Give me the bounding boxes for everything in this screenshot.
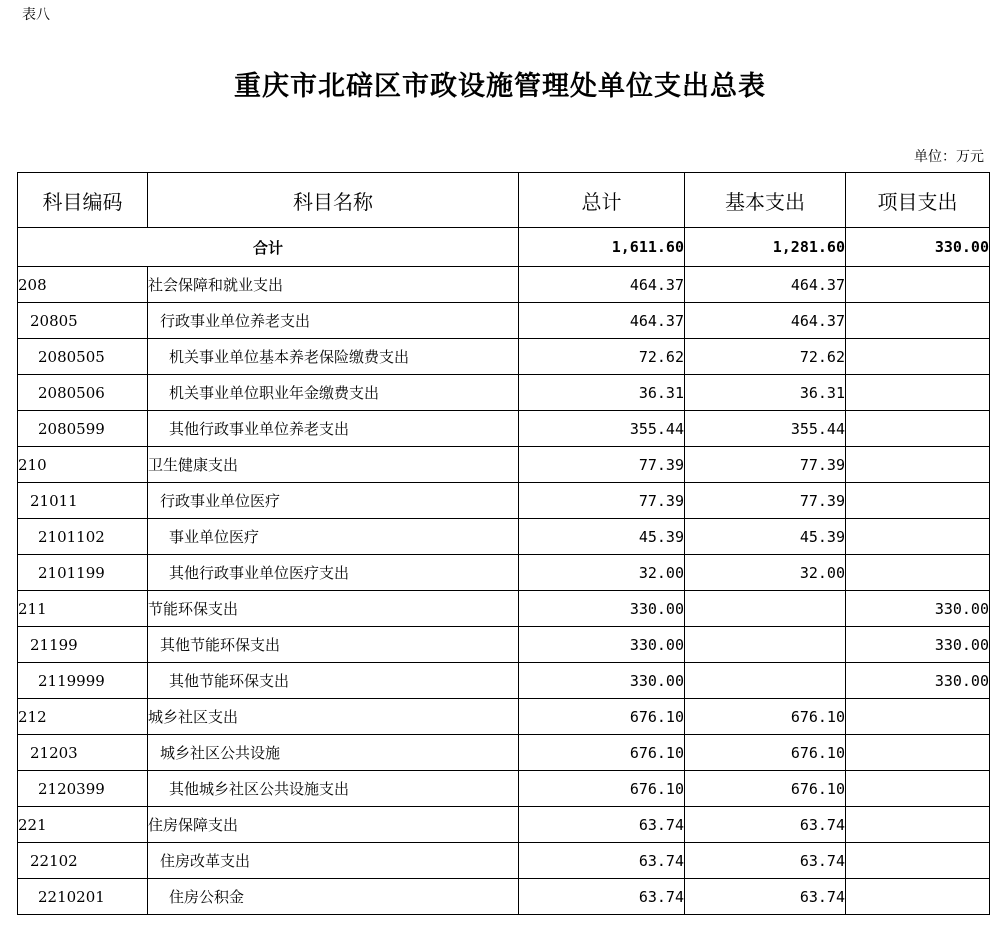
subject-name-cell: 住房公积金	[148, 879, 519, 915]
total-amount-cell: 464.37	[519, 303, 685, 339]
project-amount-cell	[846, 519, 990, 555]
basic-amount-cell	[685, 663, 846, 699]
project-amount-cell	[846, 555, 990, 591]
subject-code-cell: 2210201	[18, 879, 148, 915]
project-amount-cell: 330.00	[846, 591, 990, 627]
basic-amount-cell: 45.39	[685, 519, 846, 555]
total-amount-cell: 77.39	[519, 483, 685, 519]
subject-name-cell: 其他节能环保支出	[148, 627, 519, 663]
total-amount-cell: 355.44	[519, 411, 685, 447]
header-row	[18, 173, 990, 228]
basic-amount-cell: 77.39	[685, 447, 846, 483]
subject-code-cell: 2101102	[18, 519, 148, 555]
expenditure-table	[17, 172, 990, 915]
subject-code-cell: 22102	[18, 843, 148, 879]
subject-name-cell: 卫生健康支出	[148, 447, 519, 483]
unit-note: 单位：万元	[914, 149, 984, 165]
project-amount-cell	[846, 375, 990, 411]
basic-amount-cell: 77.39	[685, 483, 846, 519]
total-amount-cell: 36.31	[519, 375, 685, 411]
total-amount-cell: 45.39	[519, 519, 685, 555]
table-row	[18, 627, 990, 663]
table-row	[18, 735, 990, 771]
basic-amount-cell: 464.37	[685, 267, 846, 303]
subject-code-cell: 212	[18, 699, 148, 735]
project-amount-cell	[846, 267, 990, 303]
subject-code-cell: 2080599	[18, 411, 148, 447]
basic-amount-cell: 63.74	[685, 807, 846, 843]
table-row	[18, 807, 990, 843]
subject-name-cell: 住房保障支出	[148, 807, 519, 843]
header-project: 项目支出	[846, 173, 990, 228]
project-amount-cell	[846, 699, 990, 735]
subject-code-cell: 21203	[18, 735, 148, 771]
subject-code-cell: 2101199	[18, 555, 148, 591]
subject-code-cell: 2119999	[18, 663, 148, 699]
basic-amount-cell	[685, 591, 846, 627]
total-amount-cell: 72.62	[519, 339, 685, 375]
table-row	[18, 663, 990, 699]
project-amount-cell	[846, 843, 990, 879]
project-amount-cell	[846, 771, 990, 807]
project-amount-cell	[846, 303, 990, 339]
table-row	[18, 303, 990, 339]
subject-code-cell: 2080506	[18, 375, 148, 411]
total-amount-cell: 77.39	[519, 447, 685, 483]
total-amount-cell: 63.74	[519, 807, 685, 843]
subject-name-cell: 机关事业单位职业年金缴费支出	[148, 375, 519, 411]
table-row	[18, 843, 990, 879]
basic-amount-cell: 676.10	[685, 699, 846, 735]
total-basic: 1,281.60	[685, 228, 846, 267]
project-amount-cell: 330.00	[846, 663, 990, 699]
basic-amount-cell: 72.62	[685, 339, 846, 375]
basic-amount-cell: 676.10	[685, 735, 846, 771]
basic-amount-cell: 355.44	[685, 411, 846, 447]
basic-amount-cell: 464.37	[685, 303, 846, 339]
subject-code-cell: 210	[18, 447, 148, 483]
subject-code-cell: 21199	[18, 627, 148, 663]
project-amount-cell	[846, 807, 990, 843]
table-row	[18, 267, 990, 303]
subject-name-cell: 行政事业单位医疗	[148, 483, 519, 519]
total-amount-cell: 676.10	[519, 771, 685, 807]
header-name: 科目名称	[148, 173, 519, 228]
table-row	[18, 375, 990, 411]
table-row	[18, 591, 990, 627]
subject-code-cell: 20805	[18, 303, 148, 339]
table-row	[18, 339, 990, 375]
header-basic: 基本支出	[685, 173, 846, 228]
subject-name-cell: 节能环保支出	[148, 591, 519, 627]
total-total: 1,611.60	[519, 228, 685, 267]
subject-name-cell: 机关事业单位基本养老保险缴费支出	[148, 339, 519, 375]
basic-amount-cell: 63.74	[685, 879, 846, 915]
project-amount-cell	[846, 411, 990, 447]
basic-amount-cell: 36.31	[685, 375, 846, 411]
subject-code-cell: 2120399	[18, 771, 148, 807]
project-amount-cell	[846, 483, 990, 519]
subject-name-cell: 其他行政事业单位医疗支出	[148, 555, 519, 591]
table-row	[18, 555, 990, 591]
table-row	[18, 411, 990, 447]
subject-name-cell: 城乡社区公共设施	[148, 735, 519, 771]
total-label: 合计	[18, 228, 519, 267]
subject-code-cell: 2080505	[18, 339, 148, 375]
subject-name-cell: 住房改革支出	[148, 843, 519, 879]
total-amount-cell: 32.00	[519, 555, 685, 591]
subject-code-cell: 221	[18, 807, 148, 843]
subject-name-cell: 其他节能环保支出	[148, 663, 519, 699]
total-amount-cell: 63.74	[519, 879, 685, 915]
total-amount-cell: 330.00	[519, 591, 685, 627]
subject-name-cell: 城乡社区支出	[148, 699, 519, 735]
total-amount-cell: 330.00	[519, 663, 685, 699]
project-amount-cell	[846, 879, 990, 915]
table-row	[18, 483, 990, 519]
table-row	[18, 771, 990, 807]
table-number-label: 表八	[22, 7, 50, 23]
total-amount-cell: 330.00	[519, 627, 685, 663]
subject-name-cell: 其他行政事业单位养老支出	[148, 411, 519, 447]
table-row	[18, 699, 990, 735]
project-amount-cell	[846, 339, 990, 375]
total-project: 330.00	[846, 228, 990, 267]
table-row	[18, 879, 990, 915]
basic-amount-cell	[685, 627, 846, 663]
total-amount-cell: 676.10	[519, 699, 685, 735]
subject-name-cell: 其他城乡社区公共设施支出	[148, 771, 519, 807]
subject-name-cell: 行政事业单位养老支出	[148, 303, 519, 339]
header-code: 科目编码	[18, 173, 148, 228]
subject-name-cell: 社会保障和就业支出	[148, 267, 519, 303]
subject-code-cell: 21011	[18, 483, 148, 519]
basic-amount-cell: 32.00	[685, 555, 846, 591]
header-total: 总计	[519, 173, 685, 228]
subject-code-cell: 208	[18, 267, 148, 303]
project-amount-cell	[846, 735, 990, 771]
project-amount-cell: 330.00	[846, 627, 990, 663]
total-row	[18, 228, 990, 267]
total-amount-cell: 676.10	[519, 735, 685, 771]
table-row	[18, 519, 990, 555]
basic-amount-cell: 63.74	[685, 843, 846, 879]
page-title: 重庆市北碚区市政设施管理处单位支出总表	[234, 71, 766, 102]
table-row	[18, 447, 990, 483]
total-amount-cell: 464.37	[519, 267, 685, 303]
basic-amount-cell: 676.10	[685, 771, 846, 807]
project-amount-cell	[846, 447, 990, 483]
subject-name-cell: 事业单位医疗	[148, 519, 519, 555]
total-amount-cell: 63.74	[519, 843, 685, 879]
subject-code-cell: 211	[18, 591, 148, 627]
